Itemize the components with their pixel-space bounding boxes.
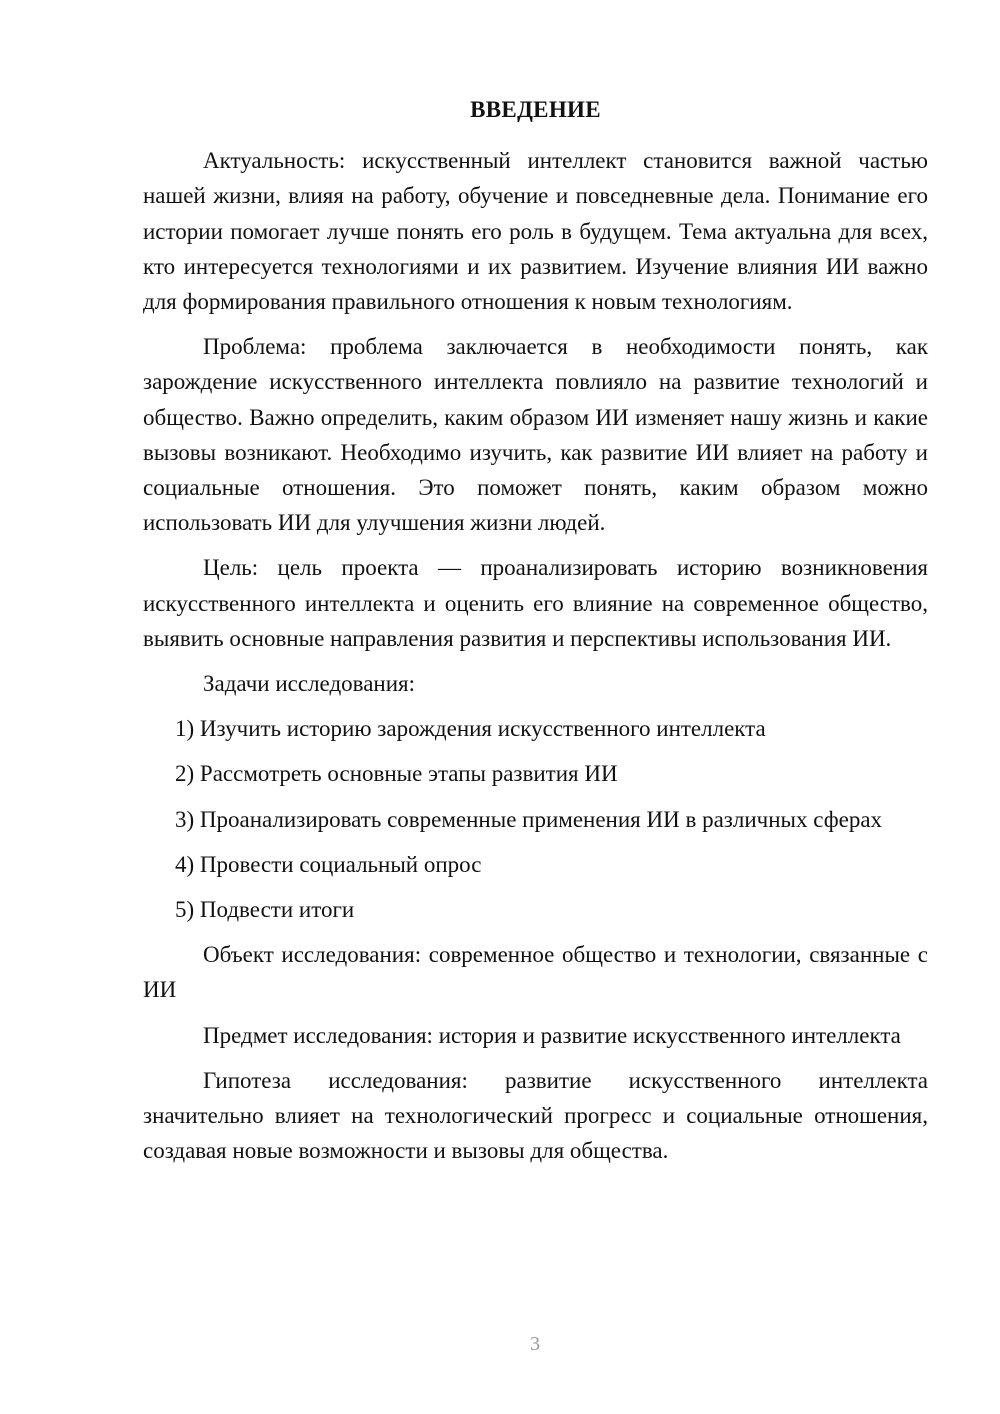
page-content <box>143 92 928 1178</box>
tasks-list <box>143 711 928 927</box>
goal-paragraph: Цель: цель проекта — проанализировать историю возникновения искусственного интеллекта и оценить его влияние на современное общество, выявить основные направления развития и перспективы использования ИИ. <box>143 555 928 651</box>
hypothesis-paragraph: Гипотеза исследования: развитие искусственного интеллекта значительно влияет на технологический прогресс и социальные отношения, создавая новые возможности и вызовы для общества. <box>143 1067 928 1164</box>
subject-paragraph: Предмет исследования: история и развитие искусственного интеллекта <box>203 1022 901 1048</box>
task-item-3: 3) Проанализировать современные применения ИИ в различных сферах <box>175 806 883 832</box>
task-item-2: 2) Рассмотреть основные этапы развития ИИ <box>175 761 618 787</box>
task-item-4: 4) Провести социальный опрос <box>175 851 482 877</box>
tasks-title: Задачи исследования: <box>203 671 416 697</box>
problem-paragraph: Проблема: проблема заключается в необходимости понять, как зарождение искусственного интеллекта повлияло на развитие технологий и общество. Важно определить, каким образом ИИ изменяет нашу жизнь и какие вызовы возникают. Необходимо изучить, как развитие ИИ влияет на работу и социальные отношения. Это поможет понять, каким образом можно использовать ИИ для улучшения жизни людей. <box>143 334 928 536</box>
page-number: 3 <box>530 1333 540 1355</box>
task-item-1: 1) Изучить историю зарождения искусственного интеллекта <box>175 716 766 742</box>
relevance-paragraph: Актуальность: искусственный интеллект становится важной частью нашей жизни, влияя на работу, обучение и повседневные дела. Понимание его истории помогает лучше понять его роль в будущем. Тема актуальна для всех, кто интересуется технологиями и их развитием. Изучение влияния ИИ важно для формирования правильного отношения к новым технологиям. <box>143 148 928 315</box>
task-item-5: 5) Подвести итоги <box>175 897 355 923</box>
object-paragraph: Объект исследования: современное общество и технологии, связанные с ИИ <box>143 942 928 1003</box>
section-heading: ВВЕДЕНИЕ <box>470 97 601 122</box>
